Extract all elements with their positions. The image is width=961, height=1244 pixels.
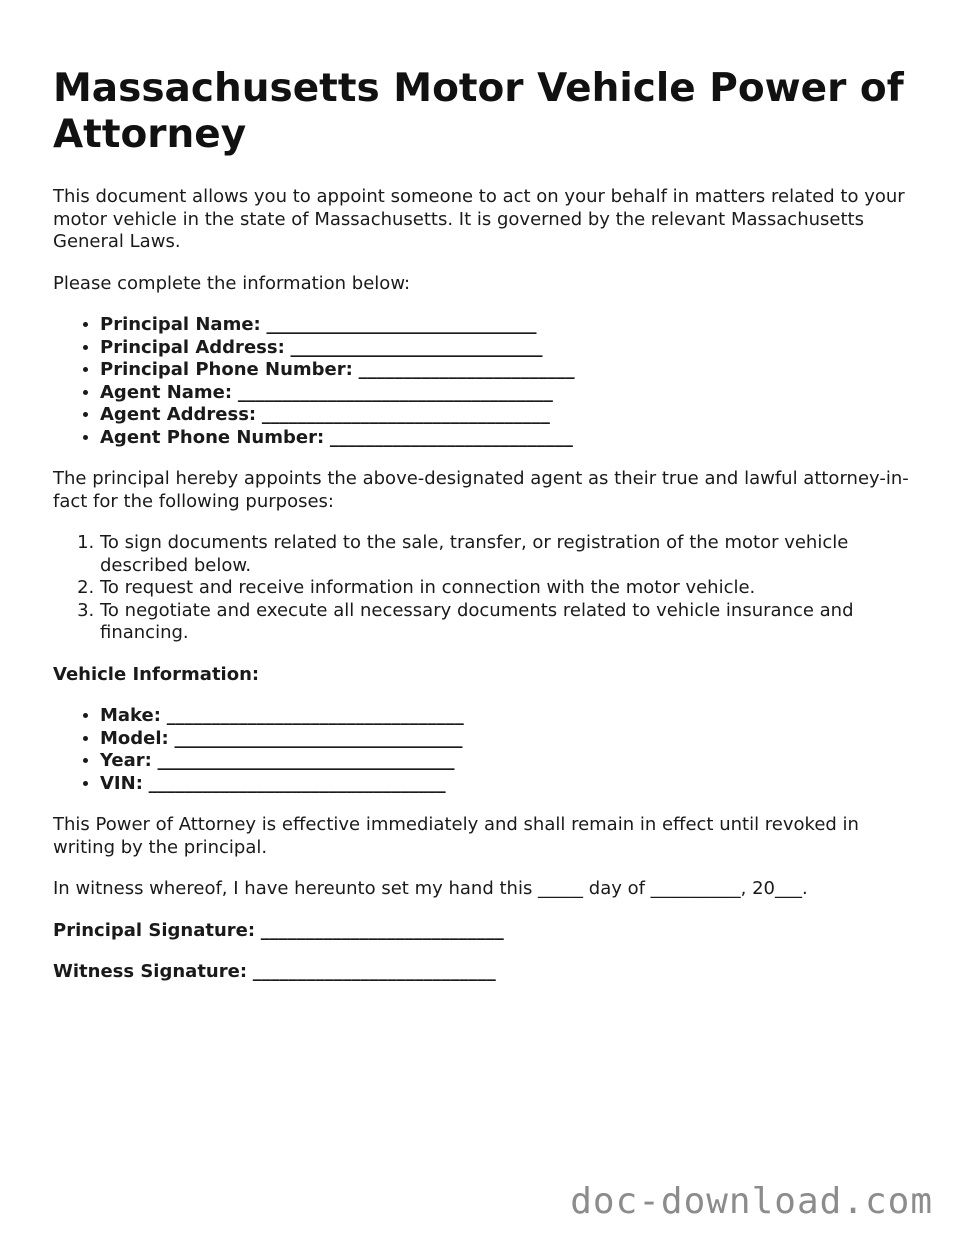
signature-blank: ___________________________	[260, 919, 504, 941]
make-field	[100, 705, 913, 728]
document-title: Massachusetts Motor Vehicle Power of Attorney	[53, 66, 904, 157]
party-fields-list	[53, 314, 913, 449]
witness-paragraph: In witness whereof, I have hereunto set my hand this _____ day of __________, 20___.	[53, 878, 808, 899]
principal-address-field	[100, 337, 913, 360]
agent-address-field	[100, 404, 913, 427]
watermark: doc-download.com	[570, 1181, 933, 1222]
field-blank: ___________________________	[329, 426, 573, 448]
field-blank: ____________________________	[290, 336, 543, 358]
field-blank: ________________________	[358, 359, 575, 380]
vehicle-fields-list	[53, 705, 913, 795]
field-label: Agent Phone Number:	[100, 426, 325, 448]
field-label: Agent Address:	[100, 404, 257, 425]
vin-field	[100, 773, 913, 796]
effective-paragraph: This Power of Attorney is effective immediately and shall remain in effect until revoked in writing by the principal.	[53, 814, 859, 858]
purpose-item: 1. To sign documents related to the sale, transfer, or registration of the motor vehicle described below.	[100, 532, 913, 577]
instruction-text: Please complete the information below:	[53, 272, 411, 294]
year-field	[100, 750, 913, 773]
field-blank: ______________________________	[266, 314, 537, 335]
field-label: Make:	[100, 705, 161, 726]
signature-label: Witness Signature:	[53, 961, 248, 982]
field-blank: ________________________________	[174, 727, 463, 749]
signature-label: Principal Signature:	[53, 919, 256, 941]
field-blank: ___________________________________	[237, 381, 553, 403]
model-field	[100, 728, 913, 751]
intro-paragraph: This document allows you to appoint someone to act on your behalf in matters related to your motor vehicle in the state of Massachusetts. It is governed by the relevant Massachusetts General Laws.	[53, 186, 905, 252]
field-label: Principal Name:	[100, 314, 261, 335]
principal-phone-field	[100, 359, 913, 382]
field-label: Year:	[100, 750, 152, 771]
agent-name-field	[100, 382, 913, 405]
field-blank: ________________________________	[261, 404, 550, 425]
field-label: Principal Address:	[100, 336, 285, 358]
field-blank: _________________________________	[157, 750, 455, 771]
principal-name-field	[100, 314, 913, 337]
document-page	[53, 66, 913, 1003]
field-label: VIN:	[100, 772, 143, 794]
witness-signature-line	[53, 961, 913, 984]
field-blank: _________________________________	[166, 705, 464, 726]
field-label: Principal Phone Number:	[100, 359, 353, 380]
purpose-item: 3. To negotiate and execute all necessary documents related to vehicle insurance and financing.	[100, 600, 913, 645]
vehicle-heading: Vehicle Information:	[53, 663, 260, 685]
appointment-paragraph: The principal hereby appoints the above-designated agent as their true and lawful attorney-in-fact for the following purposes:	[53, 468, 909, 512]
purpose-item: 2. To request and receive information in connection with the motor vehicle.	[100, 577, 913, 600]
field-blank: _________________________________	[148, 772, 446, 794]
field-label: Agent Name:	[100, 381, 233, 403]
purposes-list	[53, 532, 913, 645]
agent-phone-field	[100, 427, 913, 450]
principal-signature-line	[53, 920, 913, 943]
field-label: Model:	[100, 727, 169, 749]
signature-blank: ___________________________	[252, 961, 496, 982]
